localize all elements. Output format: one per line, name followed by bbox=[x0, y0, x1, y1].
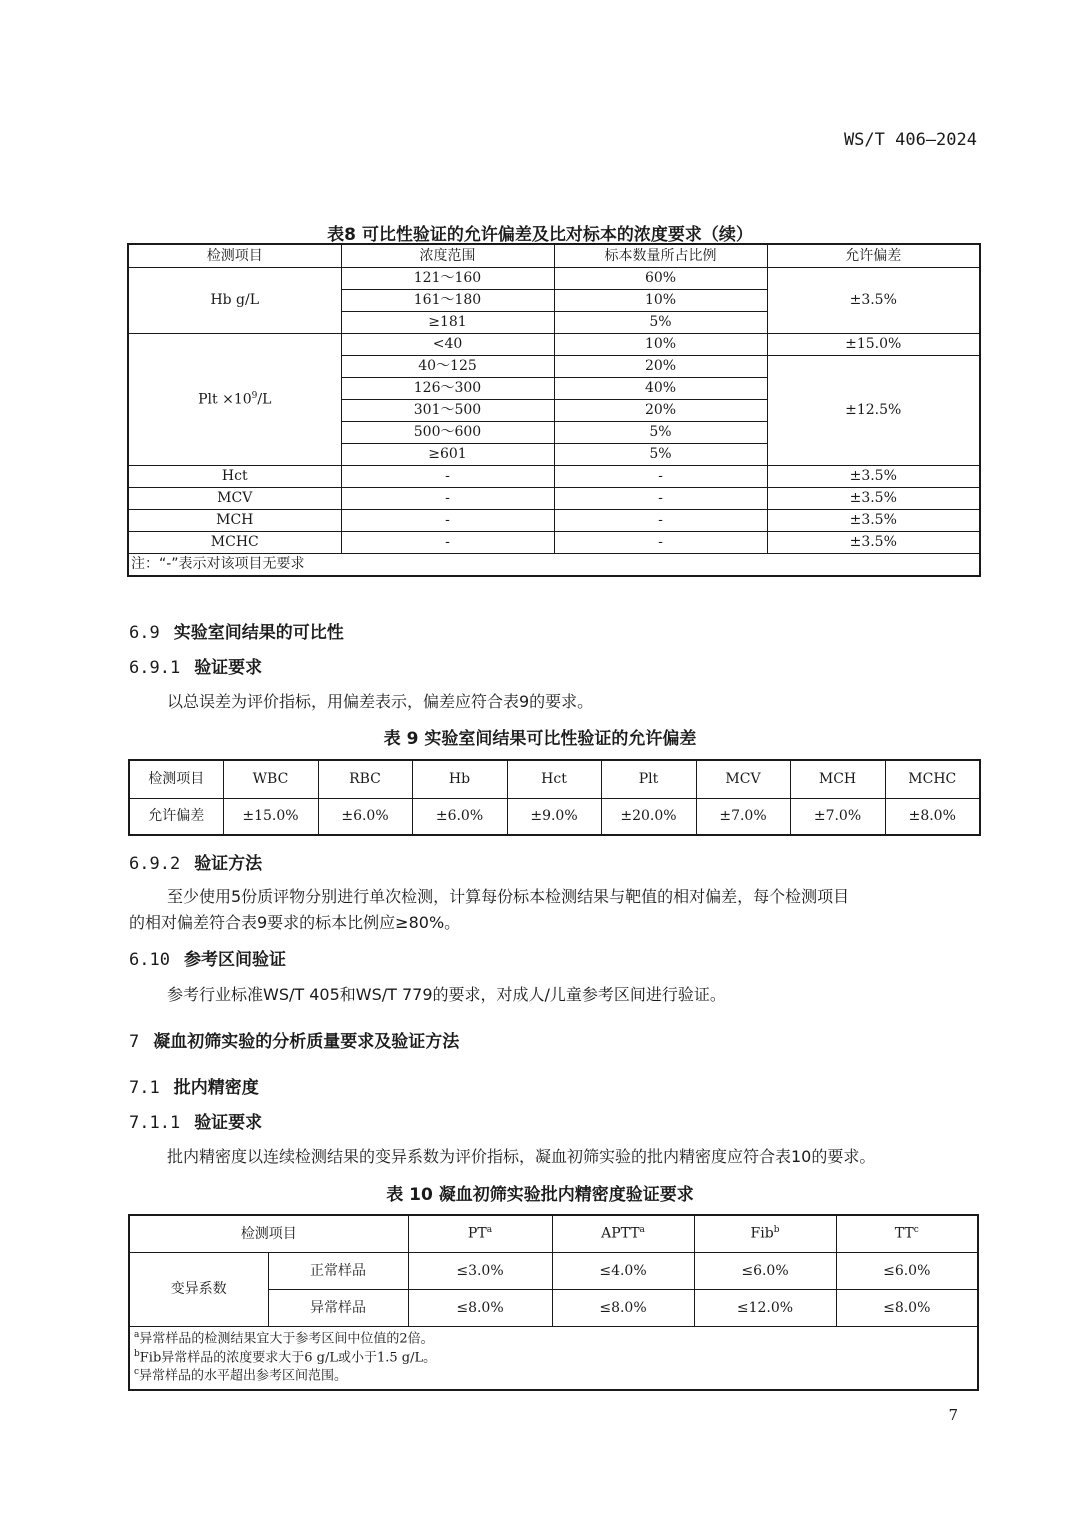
t9-value: ±8.0% bbox=[885, 798, 980, 835]
t10-header-fib: Fib$^b$ bbox=[694, 1215, 836, 1252]
t8-hb-item: Hb g/L bbox=[128, 267, 341, 333]
t9-header: Hb bbox=[412, 760, 507, 798]
section-7-1-1-heading: 7.1.1 验证要求 bbox=[129, 1113, 263, 1133]
t10-header-aptt: APTT$^a$ bbox=[552, 1215, 694, 1252]
t9-value: ±20.0% bbox=[601, 798, 696, 835]
t10-value: ≤3.0% bbox=[408, 1252, 552, 1289]
t8-cell: ±3.5% bbox=[767, 465, 980, 487]
t8-cell: 500～600 bbox=[341, 421, 554, 443]
section-7-1-1-paragraph: 批内精密度以连续检测结果的变异系数为评价指标，凝血初筛实验的批内精密度应符合表10的要求。 bbox=[167, 1147, 876, 1166]
t9-value: ±9.0% bbox=[507, 798, 601, 835]
t10-notes bbox=[129, 1326, 978, 1390]
t8-cell: 40～125 bbox=[341, 355, 554, 377]
section-6-10-heading: 6.10 参考区间验证 bbox=[129, 950, 286, 970]
t8-cell: 20% bbox=[554, 355, 767, 377]
section-7-1-heading: 7.1 批内精密度 bbox=[129, 1078, 259, 1098]
section-6-9-2-paragraph-line1: 至少使用5份质评物分别进行单次检测，计算每份标本检测结果与靶值的相对偏差，每个检测项目 bbox=[167, 887, 850, 906]
t9-value: ±15.0% bbox=[223, 798, 318, 835]
t8-plt-item: Plt $\times 10^9/L$ bbox=[128, 333, 341, 465]
t8-cell: ≥601 bbox=[341, 443, 554, 465]
t8-cell: 20% bbox=[554, 399, 767, 421]
t8-cell: - bbox=[341, 487, 554, 509]
table10-title: 表 10 凝血初筛实验批内精密度验证要求 bbox=[386, 1185, 694, 1205]
t9-header: WBC bbox=[223, 760, 318, 798]
t8-cell: 121～160 bbox=[341, 267, 554, 289]
t10-header-item: 检测项目 bbox=[129, 1215, 408, 1252]
t9-header: MCH bbox=[790, 760, 885, 798]
t10-value: ≤12.0% bbox=[694, 1289, 836, 1326]
t8-cell: 5% bbox=[554, 421, 767, 443]
t8-cell: - bbox=[554, 531, 767, 553]
t9-header: MCV bbox=[696, 760, 790, 798]
page-number: 7 bbox=[948, 1406, 958, 1424]
t8-cell: 161～180 bbox=[341, 289, 554, 311]
t9-value: ±7.0% bbox=[696, 798, 790, 835]
t8-cell: ±3.5% bbox=[767, 509, 980, 531]
t10-normal-label: 正常样品 bbox=[268, 1252, 408, 1289]
t8-note: 注：“-”表示对该项目无要求 bbox=[128, 553, 980, 576]
t8-header-ratio: 标本数量所占比例 bbox=[554, 244, 767, 267]
t8-cell: 40% bbox=[554, 377, 767, 399]
t10-value: ≤8.0% bbox=[836, 1289, 978, 1326]
t8-cell: 10% bbox=[554, 333, 767, 355]
t8-plt-tolerance: ±12.5% bbox=[767, 355, 980, 465]
t8-cell: - bbox=[554, 487, 767, 509]
t8-hb-tolerance: ±3.5% bbox=[767, 267, 980, 333]
t10-value: ≤8.0% bbox=[552, 1289, 694, 1326]
table9-title: 表 9 实验室间结果可比性验证的允许偏差 bbox=[383, 729, 697, 749]
t9-header: RBC bbox=[318, 760, 412, 798]
t9-header: Plt bbox=[601, 760, 696, 798]
section-7-heading: 7 凝血初筛实验的分析质量要求及验证方法 bbox=[129, 1032, 460, 1052]
t8-cell: 5% bbox=[554, 311, 767, 333]
t9-value: ±6.0% bbox=[318, 798, 412, 835]
t8-header-item: 检测项目 bbox=[128, 244, 341, 267]
t8-cell: - bbox=[554, 465, 767, 487]
t8-cell: <40 bbox=[341, 333, 554, 355]
table8-title: 表8 可比性验证的允许偏差及比对标本的浓度要求（续） bbox=[327, 225, 753, 245]
document-id: WS/T 406—2024 bbox=[843, 130, 977, 150]
t10-note-c: $^c$异常样品的水平超出参考区间范围。 bbox=[134, 1366, 348, 1384]
section-6-9-1-heading: 6.9.1 验证要求 bbox=[129, 658, 263, 678]
table8 bbox=[127, 243, 981, 577]
table10 bbox=[128, 1214, 979, 1391]
t10-value: ≤6.0% bbox=[694, 1252, 836, 1289]
t10-value: ≤6.0% bbox=[836, 1252, 978, 1289]
t8-cell: - bbox=[341, 465, 554, 487]
t8-cell: - bbox=[341, 509, 554, 531]
t9-header: Hct bbox=[507, 760, 601, 798]
t9-row-label: 允许偏差 bbox=[129, 798, 223, 835]
section-6-9-heading: 6.9 实验室间结果的可比性 bbox=[129, 623, 344, 643]
section-6-9-2-heading: 6.9.2 验证方法 bbox=[129, 854, 263, 874]
t9-header-item: 检测项目 bbox=[129, 760, 223, 798]
t8-cell: 301～500 bbox=[341, 399, 554, 421]
t8-header-range: 浓度范围 bbox=[341, 244, 554, 267]
t9-value: ±6.0% bbox=[412, 798, 507, 835]
t8-cell: MCV bbox=[128, 487, 341, 509]
t9-value: ±7.0% bbox=[790, 798, 885, 835]
t8-cell: ±3.5% bbox=[767, 531, 980, 553]
t8-cell: 126～300 bbox=[341, 377, 554, 399]
t8-header-tolerance: 允许偏差 bbox=[767, 244, 980, 267]
t9-header: MCHC bbox=[885, 760, 980, 798]
t8-cell: MCH bbox=[128, 509, 341, 531]
t8-cell: - bbox=[341, 531, 554, 553]
t10-header-pt: $PT^a$ bbox=[408, 1215, 552, 1252]
t10-abnormal-label: 异常样品 bbox=[268, 1289, 408, 1326]
t10-value: ≤4.0% bbox=[552, 1252, 694, 1289]
t8-plt-tolerance-low: ±15.0% bbox=[767, 333, 980, 355]
t8-cell: Hct bbox=[128, 465, 341, 487]
table9 bbox=[128, 759, 981, 836]
t8-cell: MCHC bbox=[128, 531, 341, 553]
t8-cell: - bbox=[554, 509, 767, 531]
t10-value: ≤8.0% bbox=[408, 1289, 552, 1326]
t8-cell: ±3.5% bbox=[767, 487, 980, 509]
t10-row-group: 变异系数 bbox=[129, 1252, 268, 1326]
section-6-10-paragraph: 参考行业标准WS/T 405和WS/T 779的要求，对成人/儿童参考区间进行验证。 bbox=[167, 985, 726, 1004]
t10-note-b: $^b$Fib异常样品的浓度要求大于6 g/L或小于1.5 g/L。 bbox=[134, 1348, 437, 1365]
t10-header-tt: $TT^c$ bbox=[836, 1215, 978, 1252]
t10-note-a: $^a$异常样品的检测结果宜大于参考区间中位值的2倍。 bbox=[134, 1330, 434, 1347]
t8-cell: 10% bbox=[554, 289, 767, 311]
section-6-9-2-paragraph-line2: 的相对偏差符合表9要求的标本比例应≥80%。 bbox=[129, 913, 461, 932]
t8-cell: ≥181 bbox=[341, 311, 554, 333]
t8-cell: 60% bbox=[554, 267, 767, 289]
section-6-9-1-paragraph: 以总误差为评价指标，用偏差表示，偏差应符合表9的要求。 bbox=[167, 692, 594, 711]
t8-cell: 5% bbox=[554, 443, 767, 465]
